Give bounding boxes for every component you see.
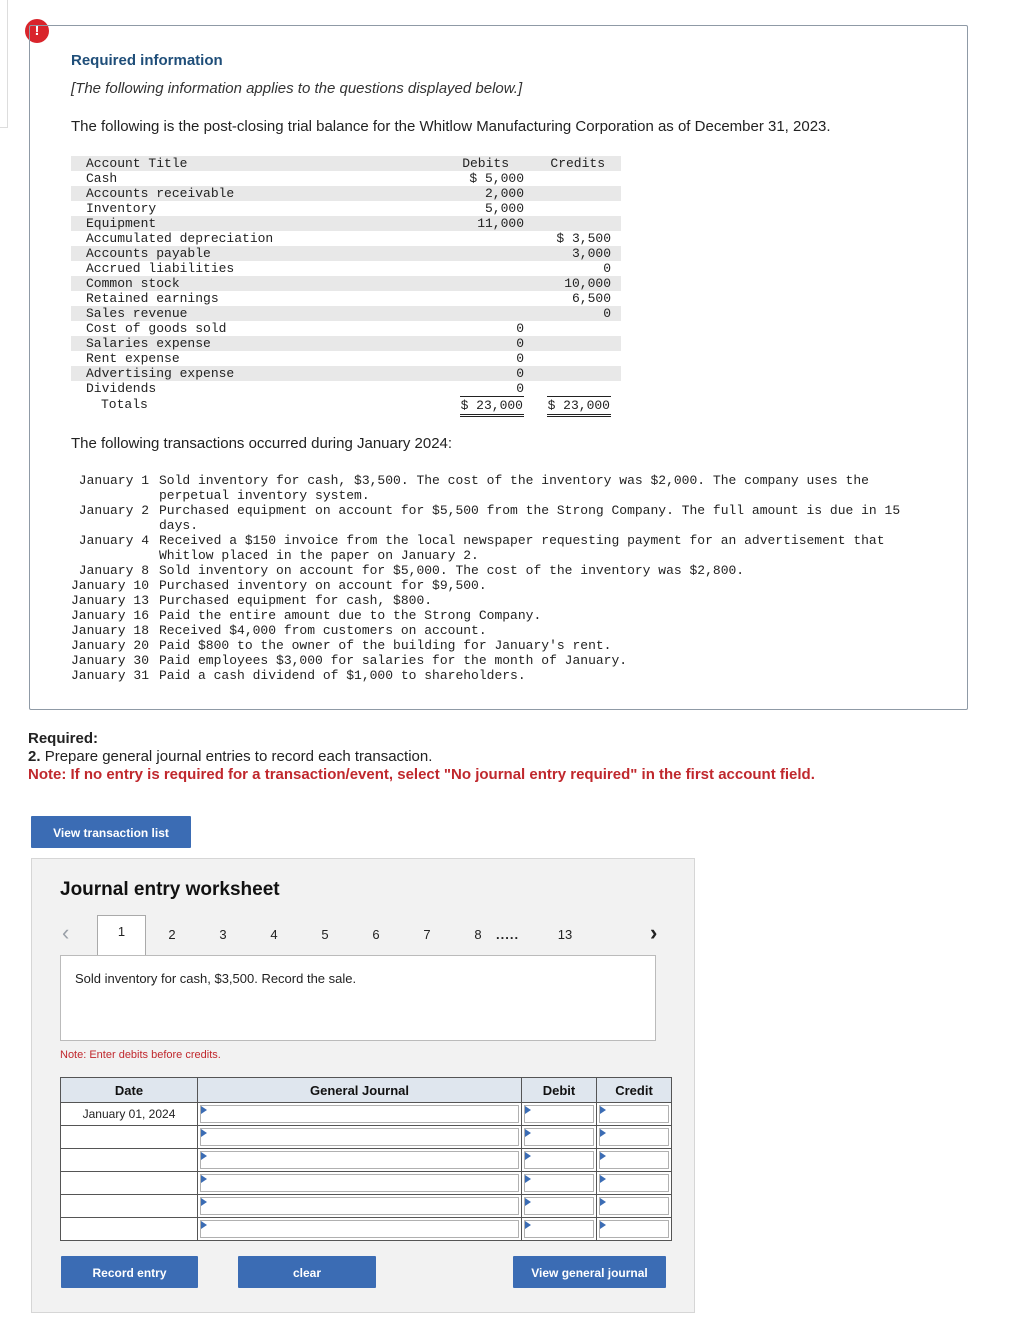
transaction-description: Received a $150 invoice from the local newspaper requesting payment for an advertisement that Whitlow placed in the paper on January 2. [159,533,885,563]
credit-value: 3,000 [571,246,611,261]
credit-input[interactable] [599,1197,669,1215]
required-information-subtitle: [The following information applies to the questions displayed below.] [71,80,523,97]
debit-value: 0 [516,351,524,366]
debits-header: Debits [462,156,509,171]
transaction-description: Paid a cash dividend of $1,000 to shareholders. [159,668,526,683]
transaction-item [71,533,951,563]
transactions-list [71,473,951,683]
trial-balance-intro: The following is the post-closing trial balance for the Whitlow Manufacturing Corporation as of December 31, 2023. [71,118,831,135]
required-instruction [28,748,432,765]
credit-input[interactable] [599,1174,669,1192]
required-note: Note: If no entry is required for a transaction/event, select "No journal entry required" in the first account field. [28,766,815,783]
debit-input-cell [522,1195,597,1218]
transaction-date: January 2 [71,503,150,518]
journal-date-cell [61,1126,198,1149]
trial-balance-row [71,186,621,201]
side-panel-edge [0,0,8,128]
debit-input[interactable] [524,1174,594,1192]
transaction-item [71,668,951,683]
debit-value: 0 [516,321,524,336]
journal-date-cell [61,1218,198,1241]
dropdown-marker-icon [525,1221,531,1229]
page-tab-13[interactable]: 13 [557,927,573,942]
transaction-description: Purchased equipment for cash, $800. [159,593,433,608]
debit-value: 0 [516,366,524,381]
debit-value: 11,000 [477,216,524,231]
debit-value: 0 [516,381,524,396]
account-select[interactable] [200,1105,519,1123]
trial-balance-header-row [71,156,621,171]
dropdown-marker-icon [525,1198,531,1206]
transaction-date: January 18 [71,623,150,638]
transaction-item [71,608,951,623]
journal-entry-worksheet [31,858,695,1313]
trial-balance-row [71,171,621,186]
total-debits: $ 23,000 [460,396,524,417]
transaction-date: January 4 [71,533,150,548]
credit-value: 0 [603,306,611,321]
dropdown-marker-icon [525,1106,531,1114]
dropdown-marker-icon [201,1221,207,1229]
credit-input[interactable] [599,1105,669,1123]
debit-input-cell [522,1126,597,1149]
required-heading: Required: [28,730,99,747]
account-select-cell [198,1149,522,1172]
dropdown-marker-icon [201,1152,207,1160]
account-title: Cash [86,171,118,186]
debit-input[interactable] [524,1151,594,1169]
transaction-date: January 10 [71,578,150,593]
credit-input[interactable] [599,1220,669,1238]
transaction-description: Purchased equipment on account for $5,500 from the Strong Company. The full amount is due in 15 days. [159,503,901,533]
account-title: Accounts receivable [86,186,235,201]
trial-balance-table [71,156,621,413]
account-select[interactable] [200,1220,519,1238]
page-tab-4[interactable]: 4 [270,927,278,942]
transaction-item [71,578,951,593]
journal-date-cell [61,1195,198,1218]
account-select[interactable] [200,1151,519,1169]
page-tab-7[interactable]: 7 [423,927,431,942]
page-tab-3[interactable]: 3 [219,927,227,942]
debit-input[interactable] [524,1197,594,1215]
journal-date-cell [61,1172,198,1195]
account-title: Accrued liabilities [86,261,235,276]
account-select-cell [198,1195,522,1218]
clear-button[interactable]: clear [238,1256,376,1288]
account-select-cell [198,1172,522,1195]
general-journal-column-header: General Journal [198,1078,522,1103]
journal-row [61,1195,672,1218]
debit-input-cell [522,1172,597,1195]
trial-balance-row [71,201,621,216]
credit-column-header: Credit [597,1078,672,1103]
record-entry-button[interactable]: Record entry [61,1256,198,1288]
account-title: Rent expense [86,351,180,366]
account-select-cell [198,1126,522,1149]
page-tab-8[interactable]: 8 [474,927,482,942]
required-text: Prepare general journal entries to record each transaction. [44,748,433,765]
account-select-cell [198,1218,522,1241]
dropdown-marker-icon [525,1175,531,1183]
debit-input-cell [522,1103,597,1126]
account-select-cell [198,1103,522,1126]
journal-row [61,1172,672,1195]
trial-balance-row [71,261,621,276]
account-title: Accounts payable [86,246,211,261]
credit-value: $ 3,500 [556,231,611,246]
dropdown-marker-icon [600,1106,606,1114]
transaction-description: Sold inventory on account for $5,000. The cost of the inventory was $2,800. [159,563,745,578]
debit-value: 5,000 [484,201,524,216]
dropdown-marker-icon [600,1152,606,1160]
transaction-prompt-box [60,955,656,1041]
credit-value: 10,000 [564,276,611,291]
account-title: Salaries expense [86,336,211,351]
credit-value: 0 [603,261,611,276]
transaction-description: Paid the entire amount due to the Strong Company. [159,608,542,623]
debit-input-cell [522,1218,597,1241]
transaction-item [71,563,951,578]
transaction-date: January 1 [71,473,150,488]
debit-input[interactable] [524,1128,594,1146]
account-title: Advertising expense [86,366,235,381]
debit-value: 0 [516,336,524,351]
transaction-date: January 8 [71,563,150,578]
trial-balance-row [71,216,621,231]
debit-input-cell [522,1149,597,1172]
dropdown-marker-icon [201,1129,207,1137]
account-title: Accumulated depreciation [86,231,274,246]
page-tab-5[interactable]: 5 [321,927,329,942]
dropdown-marker-icon [201,1175,207,1183]
journal-date-cell [61,1149,198,1172]
transaction-description: Purchased inventory on account for $9,500. [159,578,487,593]
debit-input[interactable] [524,1220,594,1238]
journal-table [60,1077,672,1241]
transaction-item [71,623,951,638]
view-transaction-list-button[interactable]: View transaction list [31,816,191,848]
alert-icon: ! [25,19,49,43]
transaction-item [71,473,951,503]
worksheet-pager [32,915,696,955]
debit-value: 2,000 [484,186,524,201]
credit-input-cell [597,1195,672,1218]
transaction-item [71,593,951,608]
page-tab-1[interactable]: 1 [97,915,146,955]
journal-date-cell: January 01, 2024 [61,1103,198,1126]
required-number: 2. [28,748,41,765]
transaction-prompt: Sold inventory for cash, $3,500. Record the sale. [75,971,357,986]
required-information-title: Required information [71,52,223,69]
trial-balance-row [71,351,621,366]
debit-credit-note: Note: Enter debits before credits. [60,1049,221,1061]
chevron-left-icon[interactable]: ‹ [62,920,70,945]
journal-row [61,1103,672,1126]
transaction-date: January 20 [71,638,150,653]
account-title: Equipment [86,216,157,231]
dropdown-marker-icon [201,1198,207,1206]
credit-input-cell [597,1126,672,1149]
trial-balance-row [71,291,621,306]
transaction-description: Paid employees $3,000 for salaries for the month of January. [159,653,628,668]
account-select[interactable] [200,1174,519,1192]
chevron-right-icon[interactable]: › [650,920,658,945]
dropdown-marker-icon [600,1198,606,1206]
transaction-date: January 31 [71,668,150,683]
debit-value: $ 5,000 [469,171,524,186]
dropdown-marker-icon [600,1221,606,1229]
worksheet-title: Journal entry worksheet [60,879,280,900]
account-title: Common stock [86,276,180,291]
credit-input-cell [597,1149,672,1172]
page-ellipsis: ..... [496,927,520,942]
account-select[interactable] [200,1128,519,1146]
journal-row [61,1149,672,1172]
totals-label: Totals [101,397,148,412]
account-title: Dividends [86,381,157,396]
transactions-intro: The following transactions occurred during January 2024: [71,435,453,452]
transaction-item [71,653,951,668]
journal-row [61,1126,672,1149]
trial-balance-row [71,321,621,336]
total-credits: $ 23,000 [547,396,611,417]
trial-balance-totals-row [71,396,621,413]
trial-balance-row [71,231,621,246]
trial-balance-row [71,246,621,261]
dropdown-marker-icon [600,1129,606,1137]
debit-column-header: Debit [522,1078,597,1103]
dropdown-marker-icon [201,1106,207,1114]
account-title: Cost of goods sold [86,321,227,336]
view-general-journal-button[interactable]: View general journal [513,1256,666,1288]
dropdown-marker-icon [525,1129,531,1137]
transaction-date: January 13 [71,593,150,608]
account-title-header: Account Title [86,156,188,171]
credit-value: 6,500 [571,291,611,306]
trial-balance-row [71,381,621,396]
transaction-description: Sold inventory for cash, $3,500. The cost of the inventory was $2,000. The company uses the perpetual inventory system. [159,473,869,503]
credit-input-cell [597,1103,672,1126]
journal-row [61,1218,672,1241]
transaction-date: January 30 [71,653,150,668]
transaction-date: January 16 [71,608,150,623]
credit-input-cell [597,1218,672,1241]
trial-balance-row [71,306,621,321]
page-tab-6[interactable]: 6 [372,927,380,942]
account-title: Sales revenue [86,306,188,321]
transaction-item [71,638,951,653]
transaction-item [71,503,951,533]
account-title: Inventory [86,201,157,216]
page-tab-2[interactable]: 2 [168,927,176,942]
credits-header: Credits [550,156,605,171]
account-title: Retained earnings [86,291,219,306]
account-select[interactable] [200,1197,519,1215]
transaction-description: Received $4,000 from customers on account. [159,623,487,638]
debit-input[interactable] [524,1105,594,1123]
credit-input[interactable] [599,1128,669,1146]
trial-balance-row [71,366,621,381]
dropdown-marker-icon [525,1152,531,1160]
trial-balance-row [71,336,621,351]
credit-input-cell [597,1172,672,1195]
transaction-description: Paid $800 to the owner of the building for January's rent. [159,638,612,653]
dropdown-marker-icon [600,1175,606,1183]
date-column-header: Date [61,1078,198,1103]
trial-balance-row [71,276,621,291]
credit-input[interactable] [599,1151,669,1169]
